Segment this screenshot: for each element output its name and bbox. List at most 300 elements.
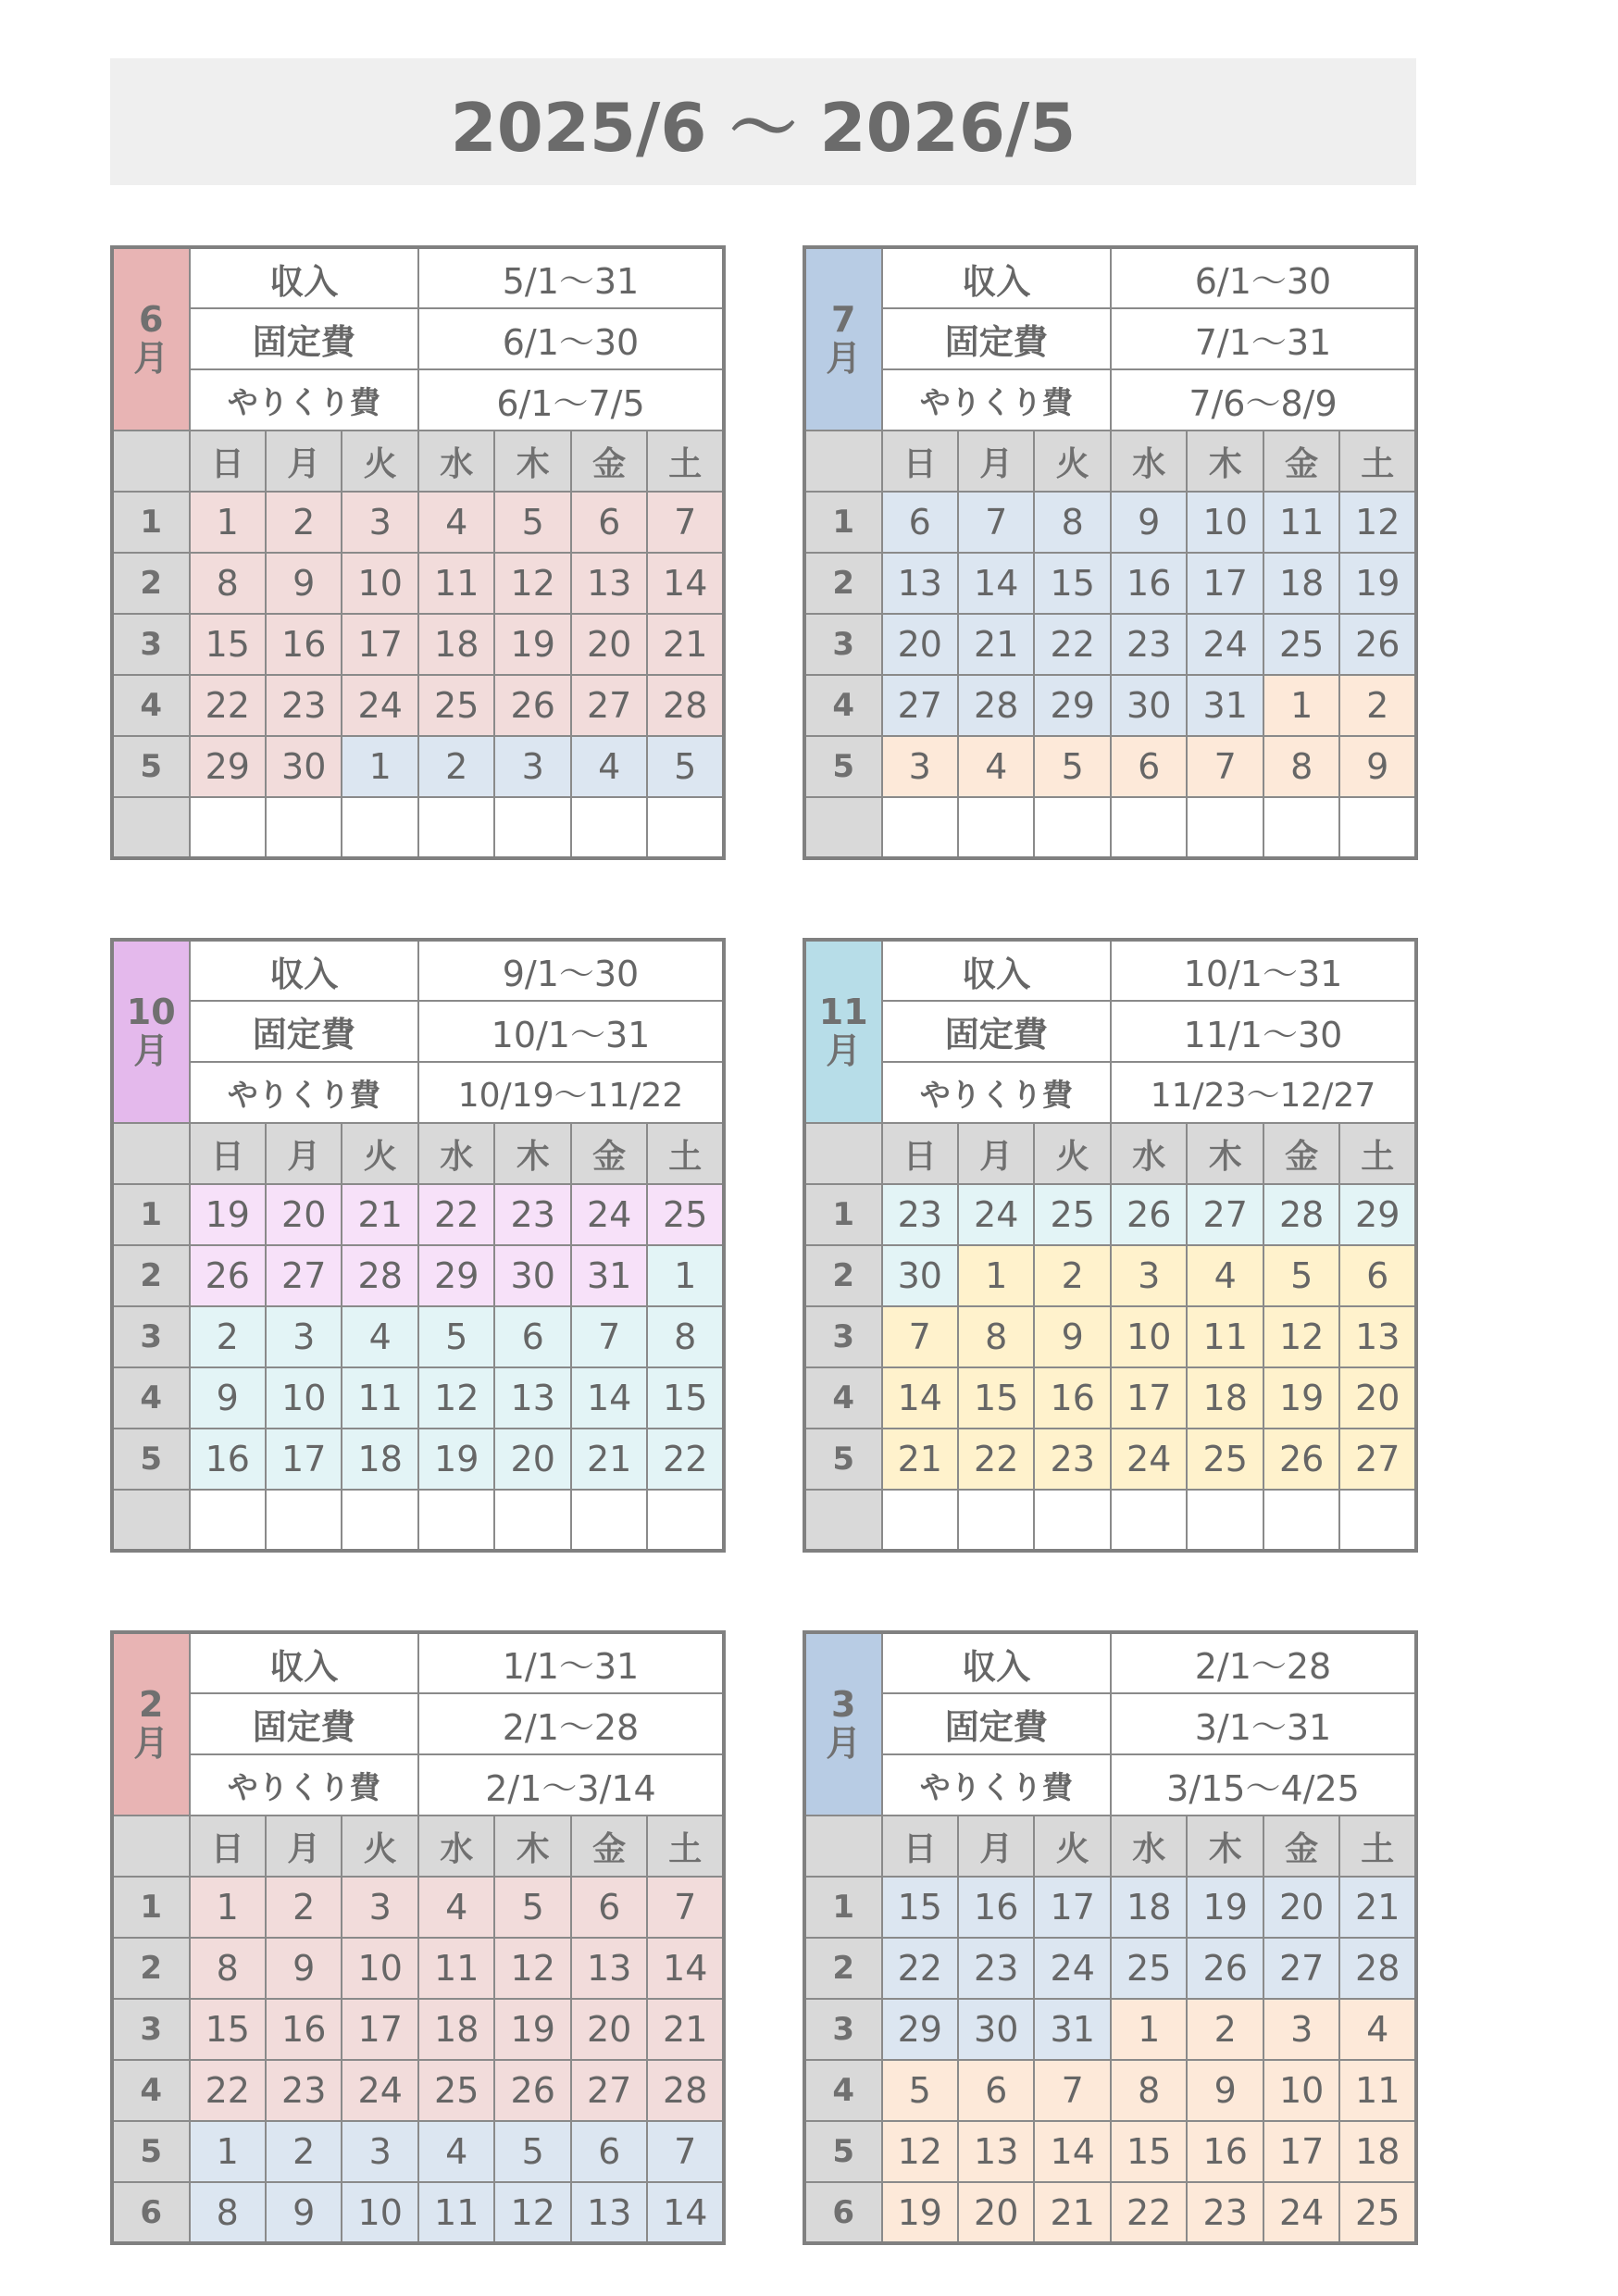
day-cell bbox=[190, 1490, 266, 1551]
day-cell: 22 bbox=[1111, 2182, 1187, 2243]
day-cell: 15 bbox=[1111, 2121, 1187, 2182]
day-cell bbox=[1263, 797, 1339, 858]
day-cell: 3 bbox=[266, 1306, 342, 1367]
weekday-header: 土 bbox=[1339, 1816, 1416, 1877]
day-cell: 22 bbox=[958, 1429, 1034, 1490]
weekday-header: 土 bbox=[647, 1816, 724, 1877]
day-cell: 28 bbox=[1263, 1184, 1339, 1245]
day-cell bbox=[958, 797, 1034, 858]
day-cell: 4 bbox=[342, 1306, 418, 1367]
day-cell: 8 bbox=[190, 1938, 266, 1999]
weekday-header: 木 bbox=[494, 1816, 570, 1877]
week-number: 2 bbox=[804, 1938, 882, 1999]
weekday-header: 月 bbox=[958, 430, 1034, 492]
week-number bbox=[804, 797, 882, 858]
week-number: 2 bbox=[112, 553, 190, 614]
day-cell bbox=[1339, 1490, 1416, 1551]
day-cell: 20 bbox=[266, 1184, 342, 1245]
weekday-header: 月 bbox=[266, 430, 342, 492]
week-number: 5 bbox=[112, 1429, 190, 1490]
day-cell: 5 bbox=[494, 1877, 570, 1938]
week-number: 2 bbox=[804, 1245, 882, 1306]
corner-cell bbox=[112, 430, 190, 492]
day-cell: 23 bbox=[1111, 614, 1187, 675]
day-cell: 23 bbox=[1034, 1429, 1111, 1490]
day-cell: 2 bbox=[1339, 675, 1416, 736]
day-cell: 21 bbox=[958, 614, 1034, 675]
yarikuri-label: やりくり費 bbox=[190, 1754, 418, 1816]
weekday-header: 木 bbox=[494, 1123, 570, 1184]
weekday-header: 水 bbox=[418, 430, 494, 492]
day-cell: 4 bbox=[1187, 1245, 1263, 1306]
day-cell: 6 bbox=[882, 492, 958, 553]
day-cell: 14 bbox=[1034, 2121, 1111, 2182]
day-cell: 30 bbox=[958, 1999, 1034, 2060]
day-cell: 12 bbox=[418, 1367, 494, 1429]
day-cell: 27 bbox=[571, 675, 647, 736]
day-cell: 24 bbox=[1187, 614, 1263, 675]
day-cell: 13 bbox=[571, 553, 647, 614]
title-banner bbox=[110, 58, 1416, 185]
day-cell: 15 bbox=[958, 1367, 1034, 1429]
day-cell bbox=[647, 797, 724, 858]
month-calendar-2 bbox=[110, 1630, 726, 2245]
day-cell: 12 bbox=[494, 1938, 570, 1999]
day-cell: 5 bbox=[647, 736, 724, 797]
day-cell: 8 bbox=[958, 1306, 1034, 1367]
day-cell: 13 bbox=[1339, 1306, 1416, 1367]
week-number: 5 bbox=[804, 736, 882, 797]
day-cell: 17 bbox=[1263, 2121, 1339, 2182]
day-cell: 6 bbox=[1111, 736, 1187, 797]
day-cell: 23 bbox=[494, 1184, 570, 1245]
day-cell: 11 bbox=[418, 553, 494, 614]
fixed-range: 2/1〜28 bbox=[418, 1693, 724, 1754]
day-cell bbox=[882, 797, 958, 858]
day-cell: 26 bbox=[1339, 614, 1416, 675]
month-calendar-3 bbox=[803, 1630, 1418, 2245]
day-cell: 29 bbox=[190, 736, 266, 797]
yarikuri-range: 2/1〜3/14 bbox=[418, 1754, 724, 1816]
day-cell: 18 bbox=[418, 614, 494, 675]
day-cell: 29 bbox=[418, 1245, 494, 1306]
day-cell: 25 bbox=[1034, 1184, 1111, 1245]
week-number: 4 bbox=[112, 1367, 190, 1429]
day-cell: 12 bbox=[1339, 492, 1416, 553]
day-cell bbox=[1111, 797, 1187, 858]
month-number: 6 bbox=[139, 298, 164, 340]
day-cell: 26 bbox=[494, 2060, 570, 2121]
month-number: 7 bbox=[831, 298, 856, 340]
day-cell: 19 bbox=[418, 1429, 494, 1490]
day-cell: 14 bbox=[571, 1367, 647, 1429]
day-cell: 23 bbox=[882, 1184, 958, 1245]
day-cell: 20 bbox=[571, 614, 647, 675]
weekday-header: 木 bbox=[1187, 430, 1263, 492]
day-cell: 18 bbox=[418, 1999, 494, 2060]
day-cell: 30 bbox=[1111, 675, 1187, 736]
day-cell: 18 bbox=[342, 1429, 418, 1490]
day-cell: 20 bbox=[571, 1999, 647, 2060]
day-cell: 15 bbox=[190, 614, 266, 675]
day-cell: 17 bbox=[266, 1429, 342, 1490]
day-cell: 11 bbox=[1339, 2060, 1416, 2121]
day-cell: 1 bbox=[1263, 675, 1339, 736]
day-cell: 7 bbox=[647, 492, 724, 553]
weekday-header: 金 bbox=[1263, 430, 1339, 492]
day-cell: 18 bbox=[1111, 1877, 1187, 1938]
day-cell: 15 bbox=[1034, 553, 1111, 614]
day-cell: 8 bbox=[190, 2182, 266, 2243]
day-cell: 10 bbox=[342, 553, 418, 614]
day-cell bbox=[882, 1490, 958, 1551]
week-number: 4 bbox=[804, 2060, 882, 2121]
weekday-header: 月 bbox=[958, 1816, 1034, 1877]
fixed-label: 固定費 bbox=[882, 308, 1111, 369]
month-suffix: 月 bbox=[826, 337, 862, 379]
day-cell: 27 bbox=[1263, 1938, 1339, 1999]
day-cell: 5 bbox=[494, 492, 570, 553]
day-cell: 18 bbox=[1263, 553, 1339, 614]
day-cell: 8 bbox=[647, 1306, 724, 1367]
day-cell: 3 bbox=[494, 736, 570, 797]
day-cell: 20 bbox=[1263, 1877, 1339, 1938]
income-label: 収入 bbox=[882, 940, 1111, 1001]
day-cell: 3 bbox=[1111, 1245, 1187, 1306]
day-cell: 8 bbox=[190, 553, 266, 614]
day-cell: 8 bbox=[1263, 736, 1339, 797]
weekday-header: 水 bbox=[1111, 1123, 1187, 1184]
day-cell: 1 bbox=[1111, 1999, 1187, 2060]
day-cell: 16 bbox=[190, 1429, 266, 1490]
day-cell: 5 bbox=[1034, 736, 1111, 797]
week-number: 1 bbox=[112, 1877, 190, 1938]
day-cell: 4 bbox=[418, 1877, 494, 1938]
day-cell bbox=[1034, 797, 1111, 858]
day-cell: 19 bbox=[1263, 1367, 1339, 1429]
weekday-header: 金 bbox=[1263, 1816, 1339, 1877]
yarikuri-range: 6/1〜7/5 bbox=[418, 369, 724, 430]
day-cell: 10 bbox=[266, 1367, 342, 1429]
day-cell: 9 bbox=[1339, 736, 1416, 797]
day-cell: 3 bbox=[1263, 1999, 1339, 2060]
day-cell: 16 bbox=[1034, 1367, 1111, 1429]
month-suffix: 月 bbox=[133, 1029, 169, 1071]
page-title: 2025/6 〜 2026/5 bbox=[450, 88, 1077, 167]
corner-cell bbox=[112, 1123, 190, 1184]
day-cell bbox=[1339, 797, 1416, 858]
day-cell bbox=[342, 797, 418, 858]
day-cell: 21 bbox=[342, 1184, 418, 1245]
income-label: 収入 bbox=[190, 1632, 418, 1693]
weekday-header: 木 bbox=[1187, 1123, 1263, 1184]
week-number bbox=[112, 1490, 190, 1551]
income-label: 収入 bbox=[882, 1632, 1111, 1693]
yarikuri-label: やりくり費 bbox=[882, 1062, 1111, 1123]
week-number: 1 bbox=[804, 1877, 882, 1938]
day-cell: 21 bbox=[571, 1429, 647, 1490]
day-cell bbox=[1187, 1490, 1263, 1551]
income-range: 9/1〜30 bbox=[418, 940, 724, 1001]
day-cell: 25 bbox=[418, 2060, 494, 2121]
day-cell: 16 bbox=[266, 1999, 342, 2060]
day-cell: 27 bbox=[882, 675, 958, 736]
day-cell: 2 bbox=[266, 492, 342, 553]
fixed-label: 固定費 bbox=[882, 1693, 1111, 1754]
day-cell: 17 bbox=[342, 614, 418, 675]
day-cell: 4 bbox=[958, 736, 1034, 797]
day-cell: 7 bbox=[1034, 2060, 1111, 2121]
day-cell: 2 bbox=[190, 1306, 266, 1367]
day-cell: 29 bbox=[882, 1999, 958, 2060]
day-cell: 9 bbox=[1034, 1306, 1111, 1367]
yarikuri-range: 11/23〜12/27 bbox=[1111, 1062, 1416, 1123]
weekday-header: 水 bbox=[418, 1123, 494, 1184]
month-suffix: 月 bbox=[826, 1029, 862, 1071]
weekday-header: 土 bbox=[1339, 430, 1416, 492]
day-cell: 21 bbox=[1339, 1877, 1416, 1938]
day-cell bbox=[1034, 1490, 1111, 1551]
day-cell: 31 bbox=[1034, 1999, 1111, 2060]
day-cell: 10 bbox=[1187, 492, 1263, 553]
month-suffix: 月 bbox=[133, 337, 169, 379]
day-cell: 3 bbox=[342, 492, 418, 553]
day-cell: 24 bbox=[571, 1184, 647, 1245]
day-cell: 3 bbox=[342, 1877, 418, 1938]
day-cell: 28 bbox=[647, 675, 724, 736]
day-cell: 17 bbox=[342, 1999, 418, 2060]
day-cell: 13 bbox=[571, 1938, 647, 1999]
day-cell: 6 bbox=[571, 2121, 647, 2182]
day-cell: 19 bbox=[494, 1999, 570, 2060]
day-cell: 5 bbox=[1263, 1245, 1339, 1306]
month-label bbox=[804, 1632, 882, 1816]
day-cell: 31 bbox=[571, 1245, 647, 1306]
day-cell: 26 bbox=[1187, 1938, 1263, 1999]
day-cell: 22 bbox=[647, 1429, 724, 1490]
day-cell: 7 bbox=[647, 1877, 724, 1938]
day-cell: 1 bbox=[958, 1245, 1034, 1306]
day-cell: 16 bbox=[958, 1877, 1034, 1938]
weekday-header: 土 bbox=[647, 430, 724, 492]
month-label bbox=[804, 247, 882, 430]
day-cell: 6 bbox=[958, 2060, 1034, 2121]
day-cell: 5 bbox=[494, 2121, 570, 2182]
month-suffix: 月 bbox=[826, 1722, 862, 1764]
day-cell: 26 bbox=[1111, 1184, 1187, 1245]
week-number bbox=[804, 1490, 882, 1551]
weekday-header: 火 bbox=[1034, 430, 1111, 492]
day-cell: 8 bbox=[1111, 2060, 1187, 2121]
month-number: 3 bbox=[831, 1683, 856, 1725]
weekday-header: 金 bbox=[571, 430, 647, 492]
day-cell: 15 bbox=[647, 1367, 724, 1429]
month-calendar-11 bbox=[803, 938, 1418, 1553]
day-cell: 6 bbox=[1339, 1245, 1416, 1306]
day-cell: 4 bbox=[418, 2121, 494, 2182]
day-cell: 19 bbox=[494, 614, 570, 675]
day-cell: 22 bbox=[190, 675, 266, 736]
day-cell: 10 bbox=[1263, 2060, 1339, 2121]
fixed-range: 7/1〜31 bbox=[1111, 308, 1416, 369]
day-cell: 21 bbox=[882, 1429, 958, 1490]
day-cell: 25 bbox=[647, 1184, 724, 1245]
weekday-header: 日 bbox=[882, 430, 958, 492]
day-cell: 16 bbox=[1111, 553, 1187, 614]
weekday-header: 日 bbox=[190, 1123, 266, 1184]
weekday-header: 金 bbox=[1263, 1123, 1339, 1184]
week-number: 5 bbox=[804, 1429, 882, 1490]
week-number: 1 bbox=[112, 1184, 190, 1245]
income-range: 1/1〜31 bbox=[418, 1632, 724, 1693]
day-cell: 10 bbox=[342, 2182, 418, 2243]
day-cell: 19 bbox=[1339, 553, 1416, 614]
day-cell: 20 bbox=[1339, 1367, 1416, 1429]
month-suffix: 月 bbox=[133, 1722, 169, 1764]
week-number: 5 bbox=[112, 2121, 190, 2182]
day-cell: 20 bbox=[882, 614, 958, 675]
day-cell: 14 bbox=[882, 1367, 958, 1429]
weekday-header: 木 bbox=[494, 430, 570, 492]
day-cell: 22 bbox=[882, 1938, 958, 1999]
day-cell: 8 bbox=[1034, 492, 1111, 553]
yarikuri-range: 10/19〜11/22 bbox=[418, 1062, 724, 1123]
income-range: 6/1〜30 bbox=[1111, 247, 1416, 308]
yarikuri-range: 7/6〜8/9 bbox=[1111, 369, 1416, 430]
day-cell: 20 bbox=[494, 1429, 570, 1490]
weekday-header: 月 bbox=[266, 1816, 342, 1877]
day-cell bbox=[1187, 797, 1263, 858]
yarikuri-range: 3/15〜4/25 bbox=[1111, 1754, 1416, 1816]
fixed-label: 固定費 bbox=[190, 308, 418, 369]
month-label bbox=[804, 940, 882, 1123]
month-calendar-7 bbox=[803, 245, 1418, 860]
income-label: 収入 bbox=[882, 247, 1111, 308]
week-number: 1 bbox=[804, 492, 882, 553]
month-number: 10 bbox=[126, 991, 176, 1032]
week-number: 2 bbox=[804, 553, 882, 614]
month-number: 2 bbox=[139, 1683, 164, 1725]
day-cell: 21 bbox=[1034, 2182, 1111, 2243]
week-number: 4 bbox=[804, 675, 882, 736]
day-cell: 28 bbox=[1339, 1938, 1416, 1999]
corner-cell bbox=[804, 1123, 882, 1184]
day-cell: 5 bbox=[882, 2060, 958, 2121]
day-cell: 2 bbox=[1187, 1999, 1263, 2060]
day-cell: 18 bbox=[1339, 2121, 1416, 2182]
day-cell bbox=[266, 797, 342, 858]
month-calendar-6 bbox=[110, 245, 726, 860]
week-number: 1 bbox=[112, 492, 190, 553]
day-cell: 1 bbox=[342, 736, 418, 797]
weekday-header: 水 bbox=[418, 1816, 494, 1877]
day-cell: 30 bbox=[266, 736, 342, 797]
day-cell: 15 bbox=[190, 1999, 266, 2060]
weekday-header: 水 bbox=[1111, 430, 1187, 492]
day-cell: 14 bbox=[647, 1938, 724, 1999]
day-cell: 2 bbox=[266, 1877, 342, 1938]
day-cell: 7 bbox=[647, 2121, 724, 2182]
day-cell: 17 bbox=[1034, 1877, 1111, 1938]
day-cell: 30 bbox=[882, 1245, 958, 1306]
day-cell: 9 bbox=[1111, 492, 1187, 553]
week-number: 5 bbox=[804, 2121, 882, 2182]
week-number: 2 bbox=[112, 1938, 190, 1999]
day-cell: 9 bbox=[1187, 2060, 1263, 2121]
day-cell: 14 bbox=[647, 553, 724, 614]
day-cell: 24 bbox=[1263, 2182, 1339, 2243]
weekday-header: 木 bbox=[1187, 1816, 1263, 1877]
day-cell bbox=[571, 1490, 647, 1551]
fixed-range: 10/1〜31 bbox=[418, 1001, 724, 1062]
month-label bbox=[112, 247, 190, 430]
day-cell: 9 bbox=[266, 1938, 342, 1999]
corner-cell bbox=[112, 1816, 190, 1877]
day-cell: 6 bbox=[571, 1877, 647, 1938]
day-cell: 27 bbox=[1339, 1429, 1416, 1490]
week-number: 3 bbox=[804, 1999, 882, 2060]
weekday-header: 火 bbox=[1034, 1123, 1111, 1184]
day-cell: 9 bbox=[190, 1367, 266, 1429]
fixed-range: 11/1〜30 bbox=[1111, 1001, 1416, 1062]
day-cell: 23 bbox=[266, 2060, 342, 2121]
day-cell: 24 bbox=[342, 675, 418, 736]
day-cell: 11 bbox=[418, 1938, 494, 1999]
day-cell: 13 bbox=[958, 2121, 1034, 2182]
day-cell: 24 bbox=[1034, 1938, 1111, 1999]
yarikuri-label: やりくり費 bbox=[882, 1754, 1111, 1816]
day-cell: 25 bbox=[1263, 614, 1339, 675]
fixed-label: 固定費 bbox=[190, 1001, 418, 1062]
day-cell: 14 bbox=[647, 2182, 724, 2243]
day-cell: 31 bbox=[1187, 675, 1263, 736]
day-cell bbox=[647, 1490, 724, 1551]
day-cell: 23 bbox=[266, 675, 342, 736]
weekday-header: 火 bbox=[342, 1816, 418, 1877]
day-cell: 24 bbox=[958, 1184, 1034, 1245]
day-cell bbox=[418, 797, 494, 858]
weekday-header: 金 bbox=[571, 1123, 647, 1184]
week-number bbox=[112, 797, 190, 858]
weekday-header: 火 bbox=[342, 1123, 418, 1184]
day-cell: 25 bbox=[1111, 1938, 1187, 1999]
day-cell: 13 bbox=[571, 2182, 647, 2243]
day-cell: 17 bbox=[1111, 1367, 1187, 1429]
weekday-header: 金 bbox=[571, 1816, 647, 1877]
month-label bbox=[112, 940, 190, 1123]
yarikuri-label: やりくり費 bbox=[190, 1062, 418, 1123]
day-cell: 28 bbox=[958, 675, 1034, 736]
income-range: 10/1〜31 bbox=[1111, 940, 1416, 1001]
day-cell: 30 bbox=[494, 1245, 570, 1306]
day-cell: 25 bbox=[418, 675, 494, 736]
corner-cell bbox=[804, 430, 882, 492]
day-cell bbox=[1263, 1490, 1339, 1551]
day-cell bbox=[958, 1490, 1034, 1551]
day-cell: 27 bbox=[1187, 1184, 1263, 1245]
week-number: 3 bbox=[804, 614, 882, 675]
day-cell: 1 bbox=[647, 1245, 724, 1306]
week-number: 4 bbox=[112, 2060, 190, 2121]
day-cell: 6 bbox=[494, 1306, 570, 1367]
weekday-header: 土 bbox=[647, 1123, 724, 1184]
day-cell: 22 bbox=[1034, 614, 1111, 675]
day-cell: 7 bbox=[958, 492, 1034, 553]
day-cell: 11 bbox=[1187, 1306, 1263, 1367]
income-range: 5/1〜31 bbox=[418, 247, 724, 308]
day-cell: 3 bbox=[882, 736, 958, 797]
day-cell bbox=[1111, 1490, 1187, 1551]
